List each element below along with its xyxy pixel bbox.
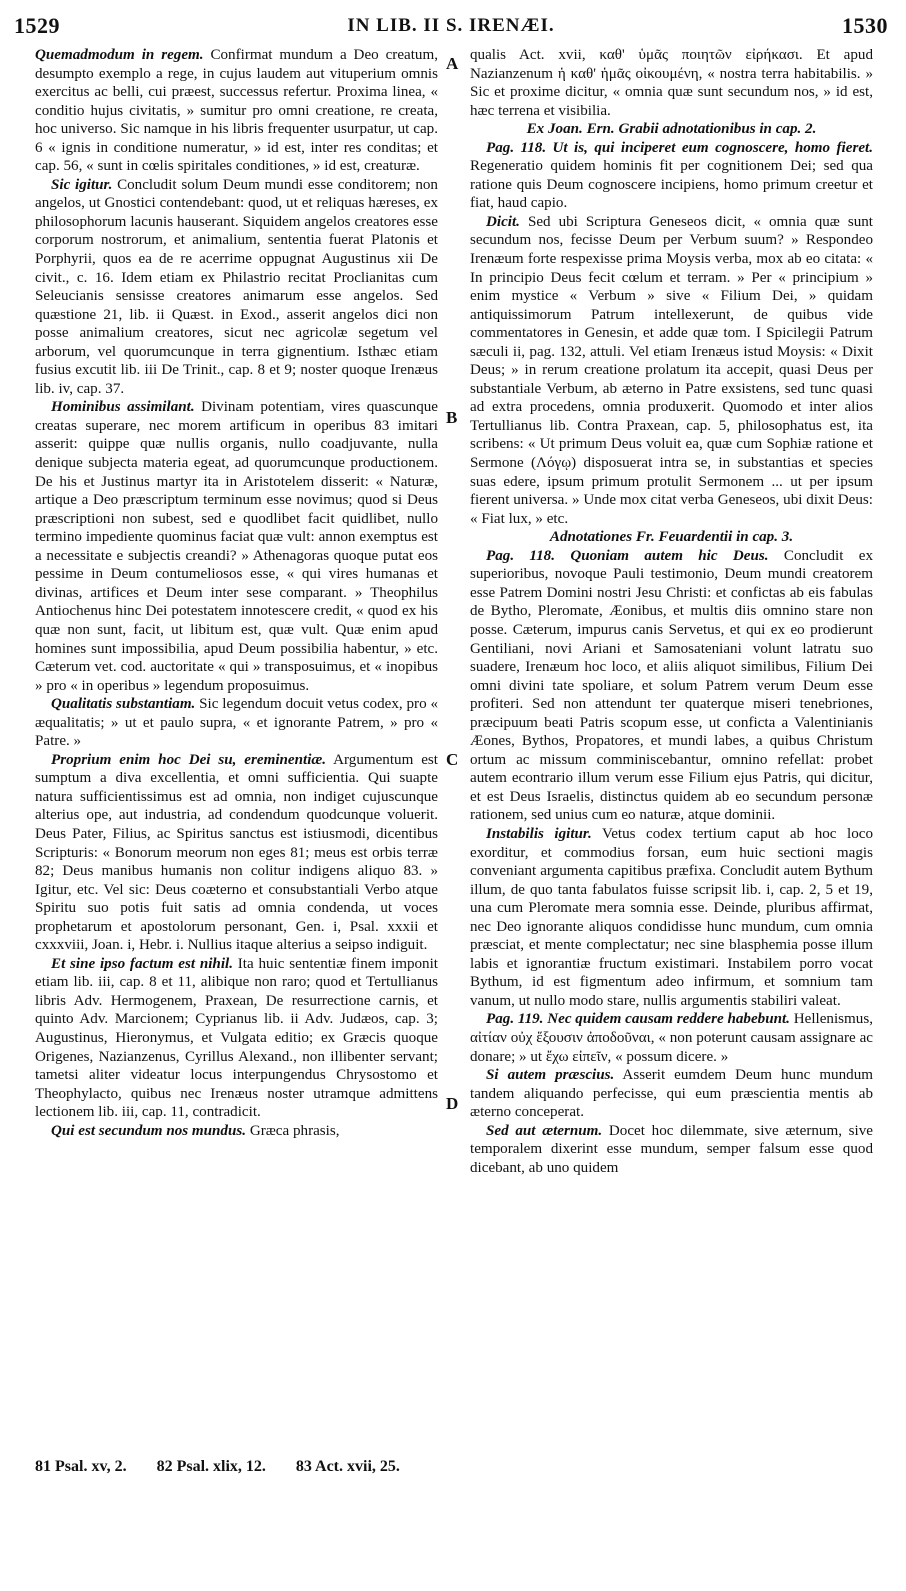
commentary-paragraph: [470, 213, 873, 528]
footnote: 83 Act. xvii, 25.: [295, 1458, 400, 1475]
margin-letter-c: C: [446, 750, 459, 769]
lemma-heading: Instabilis igitur.: [486, 825, 592, 842]
commentary-paragraph: [35, 955, 438, 1122]
section-heading: Adnotationes Fr. Feuardentii in cap. 3.: [549, 529, 794, 546]
margin-letter-a: A: [446, 54, 459, 73]
footnotes: [35, 1458, 875, 1476]
paragraph-text: Sed ubi Scriptura Geneseos dicit, « omnia quæ sunt secundum nos, fecisse Deum per Verbum suum? » Respondeo Irenæum forte respexisse prima Moysis verba, mox ab eo citata: « In principio Deus fecit cœlum et terram. » Per « principium » enim mystice « Verbum » sive « Filium Dei, » quidam antiquissimorum Patrum intellexerunt, de quibus vide commentatores in Genesin, et adde quæ tom. I Spicilegii Patrum sæculi ii, pag. 132, attuli. Vel etiam Irenæus istud Moysis: « Dixit Deus; » in rerum creatione prolatum ita accepit, quasi Deus per substantiale Verbum, ab æterno in Patre exsistens, sed tunc quasi ad extra procedens, omnia produxerit. Quomodo et inter alios Tertullianus lib. Contra Praxean, cap. 5, philosophatus est, ita scribens: « Ut primum Deus voluit ea, quæ cum Sophiæ ratione et Sermone (Λόγῳ) disposuerat intra se, in substantias et species suas edere, ipsum primum protulit Sermonem ... ut per ipsum fierent universa. » Unde mox citat verba Geneseos, ubi dixit Deus: « Fiat lux, » etc.: [470, 213, 873, 527]
lemma-heading: Hominibus assimilant.: [51, 399, 195, 416]
left-column: [35, 46, 438, 1446]
commentary-paragraph: [470, 1122, 873, 1178]
paragraph-text: Divinam potentiam, vires quascunque creatas superare, nec morem artificum in operibus 83 imitari asserit: quippe quæ nullis organis, nullo coadjuvante, nulla denique subjecta materia egeat, ad quorumcunque productionem. De his et Justinus martyr ita in Aristotelem disserit: « Naturæ, artique a Deo præscriptum terminum esse novimus; quod si Deus præscriptioni non subest, sed e quodlibet facit quidlibet, nullo termino impediente quominus faciat quæ vult: annon exemptus est a necessitate e subjectis creandi? » Athenagoras quoque putat eos pessime in Deum contumeliosos esse, « qui vires humanas et divinas, artifices et Deum inter sese comparant. » Theophilus Antiochenus hinc Dei potestatem innotescere credit, « quod ex his quæ non sunt, facit, ut libitum est, quæ vult. Quæ enim apud homines sunt impossibilia, apud Deum possibilia habentur, » etc. Cæterum vet. cod. auctoritate « qui » transposuimus, et « inopibus » pro « in operibus » legendum proposuimus.: [35, 399, 438, 694]
paragraph-text: Regeneratio quidem hominis fit per cognitionem Dei; sed qua ratione quis Deum cognoscere incipiens, homo primum creetur et fiat, haud capio.: [470, 158, 873, 212]
lemma-heading: Si autem præscius.: [486, 1067, 615, 1084]
commentary-paragraph: [35, 1122, 438, 1141]
commentary-paragraph: [35, 751, 438, 955]
paragraph-text: Confirmat mundum a Deo creatum, desumpto exemplo a rege, in cujus laudem aut vituperium omnis exercitus ac belli, cui præest, successus refertur. Proxima linea, « conditio hujus civitatis, » sumitur pro omni creatione, re creata, hoc universo. Sic namque in his libris frequenter usurpatur, ut cap. 6 « ignis in conditione numeratur, » id est, inter res conditas; et cap. 56, « sunt in cœlis spiritales conditiones, » id est, creaturæ.: [35, 47, 438, 175]
commentary-paragraph: [470, 825, 873, 1010]
lemma-heading: Pag. 118. Ut is, qui inciperet eum cognoscere, homo fieret.: [486, 139, 873, 156]
lemma-heading: Et sine ipso factum est nihil.: [51, 955, 233, 972]
lemma-heading: Dicit.: [486, 213, 520, 230]
paragraph-text: Concludit solum Deum mundi esse conditorem; non angelos, ut Gnostici contendebant: quod, ut et reliquas hæreses, ex philosophorum lacunis hauserant. Siquidem angelos creatores esse corporum nostrorum, et animalium, sententia fuerat Platonis et Porphyrii, quos ea de re acerrime oppugnat Augustinus xii De civit., c. 16. Idem etiam ex Philastrio recitat Proclianitas cum Seleucianis sensisse creatores animarum esse angelos. Sed quæstione 21, lib. ii Quæst. in Exod., asserit angelos dici non posse animalium creatores, sicut nec agricolæ segetum vel arborum, vel quorumcunque in terra gignentium. Isthæc etiam fusius excutit lib. iii De Trinit., cap. 8 et 9; noster quoque Irenæus lib. iv, cap. 37.: [35, 176, 438, 397]
paragraph-text: Græca phrasis,: [249, 1122, 340, 1139]
lemma-heading: Pag. 119. Nec quidem causam reddere habebunt.: [486, 1011, 790, 1028]
footnote: 82 Psal. xlix, 12.: [156, 1458, 266, 1475]
lemma-heading: Sed aut æternum.: [486, 1122, 603, 1139]
lemma-heading: Proprium enim hoc Dei su, ereminentiæ.: [51, 751, 327, 768]
footnote: 81 Psal. xv, 2.: [35, 1458, 127, 1475]
paragraph-text: qualis Act. xvii, καθ' ὑμᾶς ποιητῶν εἰρήκασι. Et apud Nazianzenum ἡ καθ' ἡμᾶς οἰκουμένη, « nostra terra habitabilis. » Sic et proxime dicitur, « omnia quæ sunt secundum nos, » id est, hæc terrena et visibilia.: [470, 47, 873, 119]
commentary-paragraph: [35, 695, 438, 751]
lemma-heading: Sic igitur.: [51, 176, 113, 193]
right-column: [470, 46, 873, 1446]
commentary-paragraph: [470, 139, 873, 213]
margin-letter-b: B: [446, 408, 458, 427]
paragraph-text: Docet hoc dilemmate, sive æternum, sive temporalem dixerint esse mundum, semper falsum esse quod dicebant, ab uno quidem: [470, 1122, 873, 1176]
commentary-paragraph: [35, 46, 438, 176]
lemma-heading: Pag. 118. Quoniam autem hic Deus.: [486, 547, 769, 564]
running-title: IN LIB. II S. IRENÆI.: [347, 15, 555, 36]
commentary-paragraph: [35, 176, 438, 399]
commentary-paragraph: [35, 398, 438, 695]
page-number-right: 1530: [842, 13, 888, 38]
margin-letter-d: D: [446, 1094, 459, 1113]
commentary-paragraph: [470, 1066, 873, 1122]
paragraph-text: Concludit ex superioribus, novoque Pauli testimonio, Deum mundi creatorem esse Patrem Domini nostri Jesu Christi: et confictas ab eis fabulas de Bytho, Pleromate, Æonibus, et multis diis omnino stare non posse. Cæterum, impurus canis Servetus, et qui ex eo prodierunt Gentiliani, novi Ariani et Samosateniani volunt latratu suo suadere, Irenæum hoc loco, et aliis aliquot similibus, Filium Dei omni divini tate spoliare, et solum Patrem verum Deum esse profiteri. Sed non attendunt ter quaterque miseri tenebriones, præcipuum beati Patris scopum esse, ut conficta a Valentinianis Æones, Bythos, Propatores, et mundi labes, a quibus Christum ortum ac missum comminiscebantur, omnino refellat: probet autem econtrario illum verum esse Filium ejus Patris, qui dicitur, et est Deus Israelis, distinctus quidem ab eo secundum personæ rationem, sed unius cum eo naturæ, atque dominii.: [470, 547, 873, 824]
page-number-left: 1529: [14, 13, 60, 38]
paragraph-text: Ita huic sententiæ finem imponit etiam lib. iii, cap. 8 et 11, alibique non raro; quod et Tertullianus libris Adv. Hermogenem, Praxean, De resurrectione carnis, et quinto Adv. Marcionem; Cyprianus lib. ii Adv. Judæos, cap. 3; Augustinus, Hieronymus, et Vulgata editio; ex Græcis quoque Origenes, Nazianzenus, Cyrillus Alexand., non illibenter servant; tametsi aliter videatur locus interpungendus Chrysostomo et Theophylacto, quibus nec Irenæus noster utramque admittens lectionem lib. iii, cap. 11, contradicit.: [35, 955, 438, 1121]
section-heading: Ex Joan. Ern. Grabii adnotationibus in cap. 2.: [526, 121, 817, 138]
paragraph-text: Argumentum est sumptum a diva excellentia, et omni sufficientia. Qui suapte natura sufficientissimus est ad omnia, non indiget cujuscunque alterius ope, aut industria, ad condendum quodcunque voluerit. Deus Pater, Filius, ac Spiritus sanctus est istiusmodi, dicentibus Scripturis: « Bonorum meorum non eges 81; meus est orbis terræ 82; Deus manibus humanis non colitur indigens aliquo 83. » Igitur, etc. Vel sic: Deus coæterno et consubstantiali Verbo atque Spiritu suo potis fuit satis ad omnia condenda, ut voces prophetarum et apostolorum personant, Gen. i, Psal. xxxii et cxxxviii, Joan. i, Hebr. i. Nullius itaque alterius a seipso indiguit.: [35, 751, 438, 954]
paragraph-text: Sic legendum docuit vetus codex, pro « æqualitatis; » ut et paulo supra, « et ignorante Patrem, » pro « Patre. »: [35, 696, 438, 750]
commentary-paragraph: [470, 46, 873, 120]
lemma-heading: Quemadmodum in regem.: [35, 47, 204, 63]
page-header: [14, 13, 888, 43]
paragraph-text: Hellenismus, αἰτίαν οὐχ ἕξουσιν ἀποδοῦναι, « non poterunt causam assignare ac donare; » ut ἔχω εἰπεῖν, « possum dicere. »: [470, 1011, 873, 1065]
lemma-heading: Qui est secundum nos mundus.: [51, 1122, 247, 1139]
commentary-paragraph: [470, 1010, 873, 1066]
lemma-heading: Qualitatis substantiam.: [51, 696, 196, 713]
paragraph-text: Asserit eumdem Deum hunc mundum tandem aliquando perfecisse, qui eum præscientia mentis ab æterno conceperat.: [470, 1067, 873, 1121]
commentary-paragraph: [470, 547, 873, 825]
paragraph-text: Vetus codex tertium caput ab hoc loco exorditur, et commodius forsan, eum huic sectioni magis conveniant argumenta capitibus præfixa. Concludit autem Bythum illum, de quo tanta fabulatos fuisse scripsit lib. i, cap. 2, 5 et 19, una cum Pleromate mera somnia esse. Deinde, pluribus affirmat, nec Deo ignorante aliquos condidisse hunc mundum, cum omnia præsciat, et mente complectatur; nec sine blasphemia posse illum labis et ignorantiæ fructum existimari. Instabilem porro vocat Bythum, id est figmentum adeo infirmum, et somnium tam vanum, ut nullo modo stare, nullis argumentis stabiliri valeat.: [470, 825, 873, 1009]
